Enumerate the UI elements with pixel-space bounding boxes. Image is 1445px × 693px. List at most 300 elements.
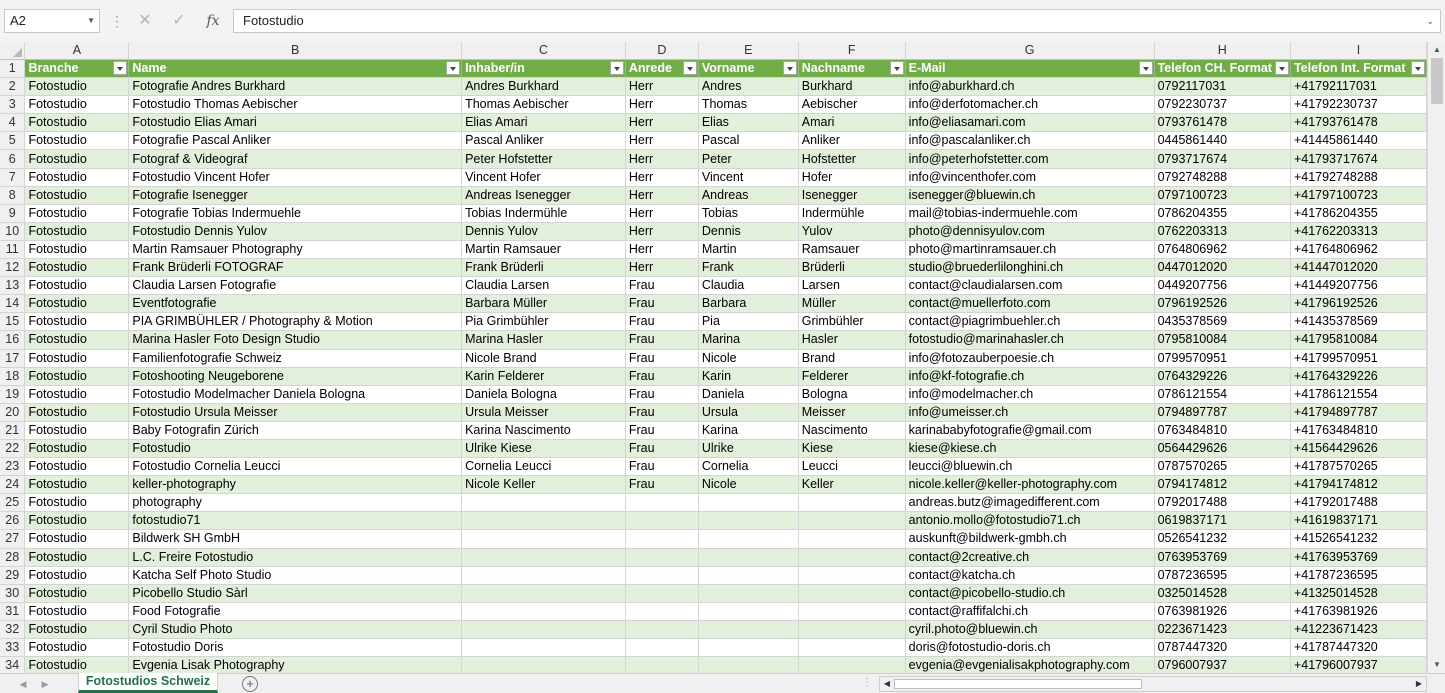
cell-telefon-ch[interactable]: 0763953769 (1154, 548, 1290, 566)
cell-vorname[interactable]: Tobias (698, 204, 798, 222)
row-number[interactable]: 3 (0, 96, 25, 114)
cell-telefon-ch[interactable]: 0763484810 (1154, 421, 1290, 439)
row-number[interactable]: 7 (0, 168, 25, 186)
cell-anrede[interactable]: Frau (625, 313, 698, 331)
cell-name[interactable]: Fotoshooting Neugeborene (129, 367, 462, 385)
cell-anrede[interactable]: Herr (625, 259, 698, 277)
cell-branche[interactable]: Fotostudio (25, 584, 129, 602)
cell-name[interactable]: Fotostudio Dennis Yulov (129, 222, 462, 240)
cell-anrede[interactable]: Herr (625, 168, 698, 186)
cell-nachname[interactable]: Yulov (798, 222, 905, 240)
row-number[interactable]: 26 (0, 512, 25, 530)
next-sheet-icon[interactable]: ▶ (41, 679, 49, 689)
cell-anrede[interactable]: Herr (625, 204, 698, 222)
row-number[interactable]: 33 (0, 639, 25, 657)
cell-name[interactable]: fotostudio71 (129, 512, 462, 530)
cell-name[interactable]: photography (129, 494, 462, 512)
cell-telefon-int[interactable]: +41793761478 (1290, 114, 1426, 132)
cell-nachname[interactable]: Larsen (798, 277, 905, 295)
cell-branche[interactable]: Fotostudio (25, 385, 129, 403)
column-header-e[interactable]: E (698, 42, 798, 60)
cell-name[interactable]: Eventfotografie (129, 295, 462, 313)
cell-email[interactable]: contact@katcha.ch (905, 566, 1154, 584)
cell-vorname[interactable]: Cornelia (698, 458, 798, 476)
cell-name[interactable]: Fotostudio Doris (129, 639, 462, 657)
cell-anrede[interactable]: Frau (625, 349, 698, 367)
cell-telefon-int[interactable]: +41763953769 (1290, 548, 1426, 566)
cell-email[interactable]: contact@raffifalchi.ch (905, 602, 1154, 620)
add-sheet-icon[interactable]: + (242, 676, 258, 692)
cell-branche[interactable]: Fotostudio (25, 132, 129, 150)
cell-branche[interactable]: Fotostudio (25, 78, 129, 96)
cell-anrede[interactable] (625, 639, 698, 657)
cell-anrede[interactable]: Frau (625, 476, 698, 494)
cell-anrede[interactable] (625, 657, 698, 673)
column-header-i[interactable]: I (1290, 42, 1426, 60)
cell-branche[interactable]: Fotostudio (25, 439, 129, 457)
cell-name[interactable]: Claudia Larsen Fotografie (129, 277, 462, 295)
cell-telefon-ch[interactable]: 0792117031 (1154, 78, 1290, 96)
horizontal-scroll-thumb[interactable] (894, 679, 1142, 689)
cell-email[interactable]: info@fotozauberpoesie.ch (905, 349, 1154, 367)
column-header-c[interactable]: C (462, 42, 626, 60)
cell-inhaber[interactable]: Claudia Larsen (462, 277, 626, 295)
cell-name[interactable]: Fotostudio Cornelia Leucci (129, 458, 462, 476)
cell-telefon-int[interactable]: +41794174812 (1290, 476, 1426, 494)
cell-name[interactable]: Frank Brüderli FOTOGRAF (129, 259, 462, 277)
cell-anrede[interactable]: Herr (625, 114, 698, 132)
cell-email[interactable]: evgenia@evgenialisakphotography.com (905, 657, 1154, 673)
row-number[interactable]: 24 (0, 476, 25, 494)
cell-telefon-int[interactable]: +41793717674 (1290, 150, 1426, 168)
cell-name[interactable]: Food Fotografie (129, 602, 462, 620)
cell-name[interactable]: Martin Ramsauer Photography (129, 240, 462, 258)
column-header-f[interactable]: F (798, 42, 905, 60)
cell-email[interactable]: contact@claudialarsen.com (905, 277, 1154, 295)
sheet-tab-fotostudios-schweiz[interactable]: Fotostudios Schweiz (78, 673, 218, 693)
row-number[interactable]: 15 (0, 313, 25, 331)
cell-nachname[interactable]: Hofstetter (798, 150, 905, 168)
cell-vorname[interactable]: Pascal (698, 132, 798, 150)
cell-nachname[interactable]: Isenegger (798, 186, 905, 204)
cell-telefon-ch[interactable]: 0793761478 (1154, 114, 1290, 132)
cell-inhaber[interactable]: Andres Burkhard (462, 78, 626, 96)
cell-name[interactable]: Fotostudio Modelmacher Daniela Bologna (129, 385, 462, 403)
cell-branche[interactable]: Fotostudio (25, 204, 129, 222)
cell-telefon-ch[interactable]: 0526541232 (1154, 530, 1290, 548)
cell-branche[interactable]: Fotostudio (25, 530, 129, 548)
cell-name[interactable]: Fotostudio Ursula Meisser (129, 403, 462, 421)
cell-telefon-int[interactable]: +41795810084 (1290, 331, 1426, 349)
cell-telefon-ch[interactable]: 0796192526 (1154, 295, 1290, 313)
cell-email[interactable]: info@eliasamari.com (905, 114, 1154, 132)
cell-inhaber[interactable] (462, 602, 626, 620)
header-cell-vorname[interactable] (698, 60, 798, 78)
cell-name[interactable]: Picobello Studio Sàrl (129, 584, 462, 602)
cell-name[interactable]: Fotografie Isenegger (129, 186, 462, 204)
cell-telefon-int[interactable]: +41796192526 (1290, 295, 1426, 313)
cell-vorname[interactable] (698, 548, 798, 566)
row-number[interactable]: 5 (0, 132, 25, 150)
tab-split-handle-icon[interactable]: ⋮ (862, 677, 872, 688)
cell-inhaber[interactable]: Pascal Anliker (462, 132, 626, 150)
cell-branche[interactable]: Fotostudio (25, 476, 129, 494)
cell-branche[interactable]: Fotostudio (25, 96, 129, 114)
cell-nachname[interactable]: Aebischer (798, 96, 905, 114)
cell-nachname[interactable]: Bologna (798, 385, 905, 403)
cell-anrede[interactable]: Frau (625, 403, 698, 421)
cell-anrede[interactable] (625, 566, 698, 584)
cell-email[interactable]: andreas.butz@imagedifferent.com (905, 494, 1154, 512)
cell-telefon-int[interactable]: +41564429626 (1290, 439, 1426, 457)
cell-name[interactable]: Bildwerk SH GmbH (129, 530, 462, 548)
cell-email[interactable]: photo@dennisyulov.com (905, 222, 1154, 240)
cell-name[interactable]: Fotograf & Videograf (129, 150, 462, 168)
cell-telefon-ch[interactable]: 0764329226 (1154, 367, 1290, 385)
scroll-thumb[interactable] (1431, 58, 1443, 104)
cell-name[interactable]: Fotostudio Vincent Hofer (129, 168, 462, 186)
cell-nachname[interactable]: Hofer (798, 168, 905, 186)
cell-inhaber[interactable]: Ursula Meisser (462, 403, 626, 421)
cell-telefon-int[interactable]: +41796007937 (1290, 657, 1426, 673)
cell-inhaber[interactable] (462, 620, 626, 638)
cell-vorname[interactable]: Dennis (698, 222, 798, 240)
cell-name[interactable]: L.C. Freire Fotostudio (129, 548, 462, 566)
check-icon[interactable]: ✓ (172, 12, 186, 29)
cell-nachname[interactable]: Müller (798, 295, 905, 313)
cell-telefon-int[interactable]: +41223671423 (1290, 620, 1426, 638)
cell-anrede[interactable]: Frau (625, 295, 698, 313)
cell-name[interactable]: Familienfotografie Schweiz (129, 349, 462, 367)
vertical-scrollbar[interactable] (1427, 42, 1445, 673)
cell-branche[interactable]: Fotostudio (25, 259, 129, 277)
row-number[interactable]: 27 (0, 530, 25, 548)
cell-vorname[interactable] (698, 494, 798, 512)
cell-telefon-ch[interactable]: 0795810084 (1154, 331, 1290, 349)
cell-vorname[interactable]: Nicole (698, 476, 798, 494)
header-cell-branche[interactable] (25, 60, 129, 78)
drag-handle-icon[interactable]: ⋮ (110, 13, 124, 29)
cell-email[interactable]: cyril.photo@bluewin.ch (905, 620, 1154, 638)
cell-name[interactable]: Fotostudio Thomas Aebischer (129, 96, 462, 114)
function-icon[interactable]: fx (206, 13, 220, 29)
cell-name[interactable]: Fotostudio (129, 439, 462, 457)
cell-anrede[interactable]: Frau (625, 277, 698, 295)
cell-telefon-ch[interactable]: 0445861440 (1154, 132, 1290, 150)
cell-telefon-ch[interactable]: 0447012020 (1154, 259, 1290, 277)
cell-anrede[interactable]: Herr (625, 78, 698, 96)
cell-inhaber[interactable]: Cornelia Leucci (462, 458, 626, 476)
cell-branche[interactable]: Fotostudio (25, 186, 129, 204)
cell-nachname[interactable]: Anliker (798, 132, 905, 150)
cell-telefon-ch[interactable]: 0797100723 (1154, 186, 1290, 204)
cell-anrede[interactable]: Frau (625, 367, 698, 385)
cell-telefon-ch[interactable]: 0223671423 (1154, 620, 1290, 638)
cell-telefon-int[interactable]: +41797100723 (1290, 186, 1426, 204)
cell-anrede[interactable] (625, 602, 698, 620)
cell-nachname[interactable] (798, 620, 905, 638)
cell-email[interactable]: info@umeisser.ch (905, 403, 1154, 421)
cell-branche[interactable]: Fotostudio (25, 494, 129, 512)
header-cell-nachname[interactable] (798, 60, 905, 78)
filter-dropdown-icon[interactable] (783, 61, 797, 75)
cell-telefon-ch[interactable]: 0794174812 (1154, 476, 1290, 494)
cell-telefon-int[interactable]: +41792017488 (1290, 494, 1426, 512)
cell-inhaber[interactable]: Vincent Hofer (462, 168, 626, 186)
cell-email[interactable]: info@vincenthofer.com (905, 168, 1154, 186)
cell-inhaber[interactable]: Peter Hofstetter (462, 150, 626, 168)
cell-telefon-int[interactable]: +41619837171 (1290, 512, 1426, 530)
cell-telefon-int[interactable]: +41792230737 (1290, 96, 1426, 114)
cell-name[interactable]: Fotografie Andres Burkhard (129, 78, 462, 96)
cell-vorname[interactable]: Thomas (698, 96, 798, 114)
column-header-b[interactable]: B (129, 42, 462, 60)
cell-branche[interactable]: Fotostudio (25, 114, 129, 132)
cell-vorname[interactable]: Martin (698, 240, 798, 258)
cell-vorname[interactable] (698, 657, 798, 673)
cell-telefon-int[interactable]: +41763981926 (1290, 602, 1426, 620)
cell-email[interactable]: antonio.mollo@fotostudio71.ch (905, 512, 1154, 530)
row-number[interactable]: 13 (0, 277, 25, 295)
row-number[interactable]: 22 (0, 439, 25, 457)
row-number[interactable]: 1 (0, 60, 25, 78)
cell-branche[interactable]: Fotostudio (25, 657, 129, 673)
cell-inhaber[interactable] (462, 512, 626, 530)
cell-branche[interactable]: Fotostudio (25, 512, 129, 530)
cell-nachname[interactable]: Grimbühler (798, 313, 905, 331)
cell-vorname[interactable]: Karina (698, 421, 798, 439)
cell-anrede[interactable] (625, 530, 698, 548)
cell-vorname[interactable] (698, 530, 798, 548)
cell-email[interactable]: info@pascalanliker.ch (905, 132, 1154, 150)
cell-anrede[interactable]: Herr (625, 240, 698, 258)
cell-nachname[interactable]: Ramsauer (798, 240, 905, 258)
cell-nachname[interactable]: Hasler (798, 331, 905, 349)
cell-telefon-ch[interactable]: 0786121554 (1154, 385, 1290, 403)
cell-telefon-ch[interactable]: 0764806962 (1154, 240, 1290, 258)
header-cell-name[interactable] (129, 60, 462, 78)
cell-telefon-ch[interactable]: 0787570265 (1154, 458, 1290, 476)
row-number[interactable]: 32 (0, 620, 25, 638)
name-box[interactable] (4, 9, 100, 33)
cell-name[interactable]: Katcha Self Photo Studio (129, 566, 462, 584)
filter-dropdown-icon[interactable] (610, 61, 624, 75)
cell-email[interactable]: info@aburkhard.ch (905, 78, 1154, 96)
cell-branche[interactable]: Fotostudio (25, 620, 129, 638)
cell-telefon-int[interactable]: +41786121554 (1290, 385, 1426, 403)
row-number[interactable]: 29 (0, 566, 25, 584)
cell-telefon-int[interactable]: +41449207756 (1290, 277, 1426, 295)
cell-anrede[interactable]: Herr (625, 150, 698, 168)
cell-inhaber[interactable]: Nicole Keller (462, 476, 626, 494)
row-number[interactable]: 4 (0, 114, 25, 132)
cell-telefon-ch[interactable]: 0787236595 (1154, 566, 1290, 584)
column-header-h[interactable]: H (1154, 42, 1290, 60)
cell-vorname[interactable]: Andres (698, 78, 798, 96)
header-cell-telefon-ch[interactable] (1154, 60, 1290, 78)
cell-inhaber[interactable]: Nicole Brand (462, 349, 626, 367)
filter-dropdown-icon[interactable] (113, 61, 127, 75)
row-number[interactable]: 25 (0, 494, 25, 512)
cell-telefon-ch[interactable]: 0792230737 (1154, 96, 1290, 114)
column-header-a[interactable]: A (25, 42, 129, 60)
cell-anrede[interactable]: Herr (625, 222, 698, 240)
cell-branche[interactable]: Fotostudio (25, 168, 129, 186)
cell-anrede[interactable]: Frau (625, 421, 698, 439)
header-cell-inhaber[interactable] (462, 60, 626, 78)
cell-branche[interactable]: Fotostudio (25, 566, 129, 584)
cell-telefon-ch[interactable]: 0762203313 (1154, 222, 1290, 240)
scroll-left-icon[interactable]: ◀ (883, 679, 891, 688)
filter-dropdown-icon[interactable] (1411, 61, 1425, 75)
cell-email[interactable]: info@kf-fotografie.ch (905, 367, 1154, 385)
cell-name[interactable]: Fotostudio Elias Amari (129, 114, 462, 132)
cell-telefon-ch[interactable]: 0435378569 (1154, 313, 1290, 331)
cell-anrede[interactable] (625, 584, 698, 602)
cell-inhaber[interactable] (462, 566, 626, 584)
cell-vorname[interactable]: Elias (698, 114, 798, 132)
row-number[interactable]: 21 (0, 421, 25, 439)
cell-anrede[interactable]: Frau (625, 331, 698, 349)
scroll-right-icon[interactable]: ▶ (1415, 679, 1423, 688)
cell-name[interactable]: Evgenia Lisak Photography (129, 657, 462, 673)
row-number[interactable]: 30 (0, 584, 25, 602)
cell-nachname[interactable] (798, 566, 905, 584)
cell-telefon-ch[interactable]: 0564429626 (1154, 439, 1290, 457)
cell-email[interactable]: contact@muellerfoto.com (905, 295, 1154, 313)
cell-email[interactable]: contact@2creative.ch (905, 548, 1154, 566)
row-number[interactable]: 11 (0, 240, 25, 258)
cell-anrede[interactable]: Herr (625, 132, 698, 150)
cell-branche[interactable]: Fotostudio (25, 295, 129, 313)
scroll-down-icon[interactable]: ▼ (1433, 660, 1441, 669)
cell-vorname[interactable]: Andreas (698, 186, 798, 204)
cell-email[interactable]: info@modelmacher.ch (905, 385, 1154, 403)
cell-nachname[interactable]: Meisser (798, 403, 905, 421)
cell-name[interactable]: Fotografie Tobias Indermuehle (129, 204, 462, 222)
cell-email[interactable]: contact@picobello-studio.ch (905, 584, 1154, 602)
cell-inhaber[interactable]: Frank Brüderli (462, 259, 626, 277)
cell-branche[interactable]: Fotostudio (25, 240, 129, 258)
cell-email[interactable]: karinababyfotografie@gmail.com (905, 421, 1154, 439)
cell-email[interactable]: isenegger@bluewin.ch (905, 186, 1154, 204)
cell-telefon-int[interactable]: +41787447320 (1290, 639, 1426, 657)
cell-branche[interactable]: Fotostudio (25, 367, 129, 385)
cell-branche[interactable]: Fotostudio (25, 277, 129, 295)
cell-anrede[interactable]: Frau (625, 439, 698, 457)
cell-telefon-ch[interactable]: 0449207756 (1154, 277, 1290, 295)
cell-telefon-int[interactable]: +41762203313 (1290, 222, 1426, 240)
cell-vorname[interactable] (698, 602, 798, 620)
cell-telefon-ch[interactable]: 0792017488 (1154, 494, 1290, 512)
cell-telefon-int[interactable]: +41792748288 (1290, 168, 1426, 186)
cell-telefon-ch[interactable]: 0325014528 (1154, 584, 1290, 602)
cell-telefon-int[interactable]: +41445861440 (1290, 132, 1426, 150)
cell-email[interactable]: photo@martinramsauer.ch (905, 240, 1154, 258)
cell-inhaber[interactable]: Ulrike Kiese (462, 439, 626, 457)
cell-nachname[interactable] (798, 530, 905, 548)
cell-email[interactable]: info@peterhofstetter.com (905, 150, 1154, 168)
row-number[interactable]: 16 (0, 331, 25, 349)
formula-input[interactable] (233, 9, 1441, 33)
cell-nachname[interactable]: Nascimento (798, 421, 905, 439)
cell-inhaber[interactable]: Marina Hasler (462, 331, 626, 349)
cell-inhaber[interactable]: Elias Amari (462, 114, 626, 132)
cell-nachname[interactable] (798, 584, 905, 602)
filter-dropdown-icon[interactable] (683, 61, 697, 75)
cell-telefon-int[interactable]: +41764806962 (1290, 240, 1426, 258)
cell-email[interactable]: nicole.keller@keller-photography.com (905, 476, 1154, 494)
cell-telefon-int[interactable]: +41447012020 (1290, 259, 1426, 277)
header-cell-anrede[interactable] (625, 60, 698, 78)
cell-anrede[interactable]: Frau (625, 458, 698, 476)
cell-name[interactable]: keller-photography (129, 476, 462, 494)
cell-telefon-ch[interactable]: 0786204355 (1154, 204, 1290, 222)
cell-vorname[interactable]: Ulrike (698, 439, 798, 457)
cell-inhaber[interactable]: Daniela Bologna (462, 385, 626, 403)
cell-inhaber[interactable] (462, 657, 626, 673)
cell-nachname[interactable]: Brand (798, 349, 905, 367)
cell-branche[interactable]: Fotostudio (25, 458, 129, 476)
cell-telefon-int[interactable]: +41787236595 (1290, 566, 1426, 584)
cell-branche[interactable]: Fotostudio (25, 421, 129, 439)
cell-inhaber[interactable] (462, 639, 626, 657)
row-number[interactable]: 10 (0, 222, 25, 240)
cell-telefon-int[interactable]: +41786204355 (1290, 204, 1426, 222)
cell-nachname[interactable] (798, 494, 905, 512)
row-number[interactable]: 14 (0, 295, 25, 313)
cell-vorname[interactable]: Nicole (698, 349, 798, 367)
cell-telefon-int[interactable]: +41787570265 (1290, 458, 1426, 476)
cell-email[interactable]: leucci@bluewin.ch (905, 458, 1154, 476)
cell-branche[interactable]: Fotostudio (25, 548, 129, 566)
cell-vorname[interactable] (698, 620, 798, 638)
column-header-d[interactable]: D (625, 42, 698, 60)
cell-inhaber[interactable]: Thomas Aebischer (462, 96, 626, 114)
horizontal-scrollbar[interactable] (879, 676, 1427, 692)
cell-telefon-int[interactable]: +41435378569 (1290, 313, 1426, 331)
cell-telefon-ch[interactable]: 0792748288 (1154, 168, 1290, 186)
row-number[interactable]: 9 (0, 204, 25, 222)
cell-inhaber[interactable] (462, 494, 626, 512)
cell-vorname[interactable]: Karin (698, 367, 798, 385)
header-cell-telefon-int[interactable] (1290, 60, 1426, 78)
row-number[interactable]: 17 (0, 349, 25, 367)
cell-vorname[interactable] (698, 639, 798, 657)
cell-nachname[interactable]: Burkhard (798, 78, 905, 96)
cell-nachname[interactable]: Keller (798, 476, 905, 494)
cell-inhaber[interactable] (462, 584, 626, 602)
cell-branche[interactable]: Fotostudio (25, 150, 129, 168)
row-number[interactable]: 6 (0, 150, 25, 168)
cell-telefon-int[interactable]: +41763484810 (1290, 421, 1426, 439)
cell-vorname[interactable]: Vincent (698, 168, 798, 186)
cell-telefon-int[interactable]: +41792117031 (1290, 78, 1426, 96)
cell-telefon-ch[interactable]: 0787447320 (1154, 639, 1290, 657)
cell-telefon-int[interactable]: +41799570951 (1290, 349, 1426, 367)
cell-nachname[interactable]: Kiese (798, 439, 905, 457)
column-header-g[interactable]: G (905, 42, 1154, 60)
cell-inhaber[interactable]: Karina Nascimento (462, 421, 626, 439)
cell-telefon-ch[interactable]: 0763981926 (1154, 602, 1290, 620)
cell-email[interactable]: fotostudio@marinahasler.ch (905, 331, 1154, 349)
cell-vorname[interactable]: Peter (698, 150, 798, 168)
cell-telefon-ch[interactable]: 0794897787 (1154, 403, 1290, 421)
cell-name[interactable]: PIA GRIMBÜHLER / Photography & Motion (129, 313, 462, 331)
cell-anrede[interactable]: Herr (625, 96, 698, 114)
filter-dropdown-icon[interactable] (446, 61, 460, 75)
cell-nachname[interactable] (798, 657, 905, 673)
